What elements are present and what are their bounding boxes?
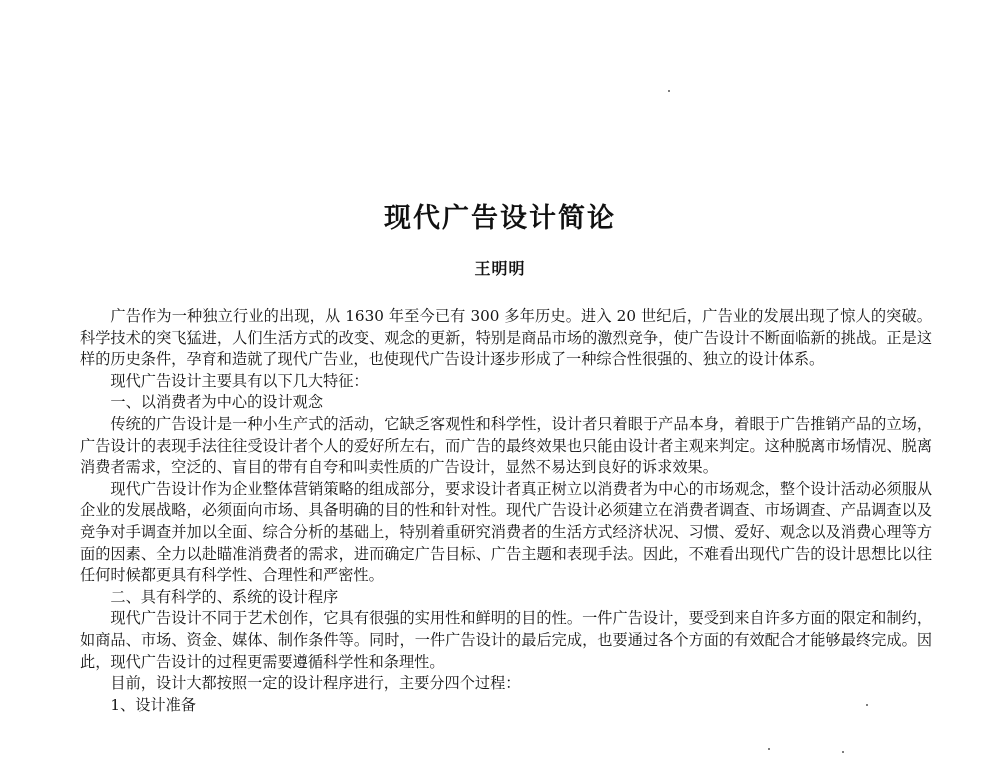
paragraph-design-process: 现代广告设计不同于艺术创作，它具有很强的实用性和鲜明的目的性。一件广告设计，要受到来自许多方面的限定和制约，如商品、市场、资金、媒体、制作条件等。同时，一件广告设计的最后完成，也要通过各个方面的有效配合才能够最终完成。因此，现代广告设计的过程更需要遵循科学性和条理性。 xyxy=(80,609,932,671)
paragraph-four-stages: 目前，设计大都按照一定的设计程序进行，主要分四个过程： xyxy=(110,674,521,693)
paragraph-traditional-design: 传统的广告设计是一种小生产式的活动，它缺乏客观性和科学性，设计者只着眼于产品本身，着眼于广告推销产品的立场，广告设计的表现手法往往受设计者个人的爱好所左右，而广告的最终效果也只能由设计者主观来判定。这种脱离市场情况、脱离消费者需求，空泛的、盲目的带有自夸和叫卖性质的广告设计，显然不易达到良好的诉求效果。 xyxy=(80,414,932,477)
article-title: 现代广告设计简论 xyxy=(384,203,616,234)
subsection-heading-1: 1、设计准备 xyxy=(110,695,196,714)
section-heading-2: 二、具有科学的、系统的设计程序 xyxy=(110,587,339,606)
paragraph-features-lead: 现代广告设计主要具有以下几大特征： xyxy=(110,371,369,390)
article-author: 王明明 xyxy=(474,259,526,278)
scan-speck xyxy=(768,748,770,750)
scan-speck xyxy=(842,751,844,753)
paragraph-modern-design: 现代广告设计作为企业整体营销策略的组成部分，要求设计者真正树立以消费者为中心的市场观念，整个设计活动必须服从企业的发展战略，必须面向市场、具备明确的目的性和针对性。现代广告设计必须建立在消费者调查、市场调查、产品调查以及竞争对手调查并加以全面、综合分析的基础上，特别着重研究消费者的生活方式经济状况、习惯、爱好、观念以及消费心理等方面的因素、全力以赴瞄准消费者的需求，进而确定广告目标、广告主题和表现手法。因此，不难看出现代广告的设计思想比以往任何时候都更具有科学性、合理性和严密性。 xyxy=(80,479,932,585)
paragraph-intro: 广告作为一种独立行业的出现，从 1630 年至今已有 300 多年历史。进入 20 世纪后，广告业的发展出现了惊人的突破。科学技术的突飞猛进，人们生活方式的改变、观念的更新，特别是商品市场的激烈竞争，使广告设计不断面临新的挑战。正是这样的历史条件，孕育和造就了现代广告业，也使现代广告设计逐步形成了一种综合性很强的、独立的设计体系。 xyxy=(80,307,932,369)
section-heading-1: 一、以消费者为中心的设计观念 xyxy=(110,393,324,412)
article-body xyxy=(80,306,932,716)
scan-speck xyxy=(668,90,670,92)
